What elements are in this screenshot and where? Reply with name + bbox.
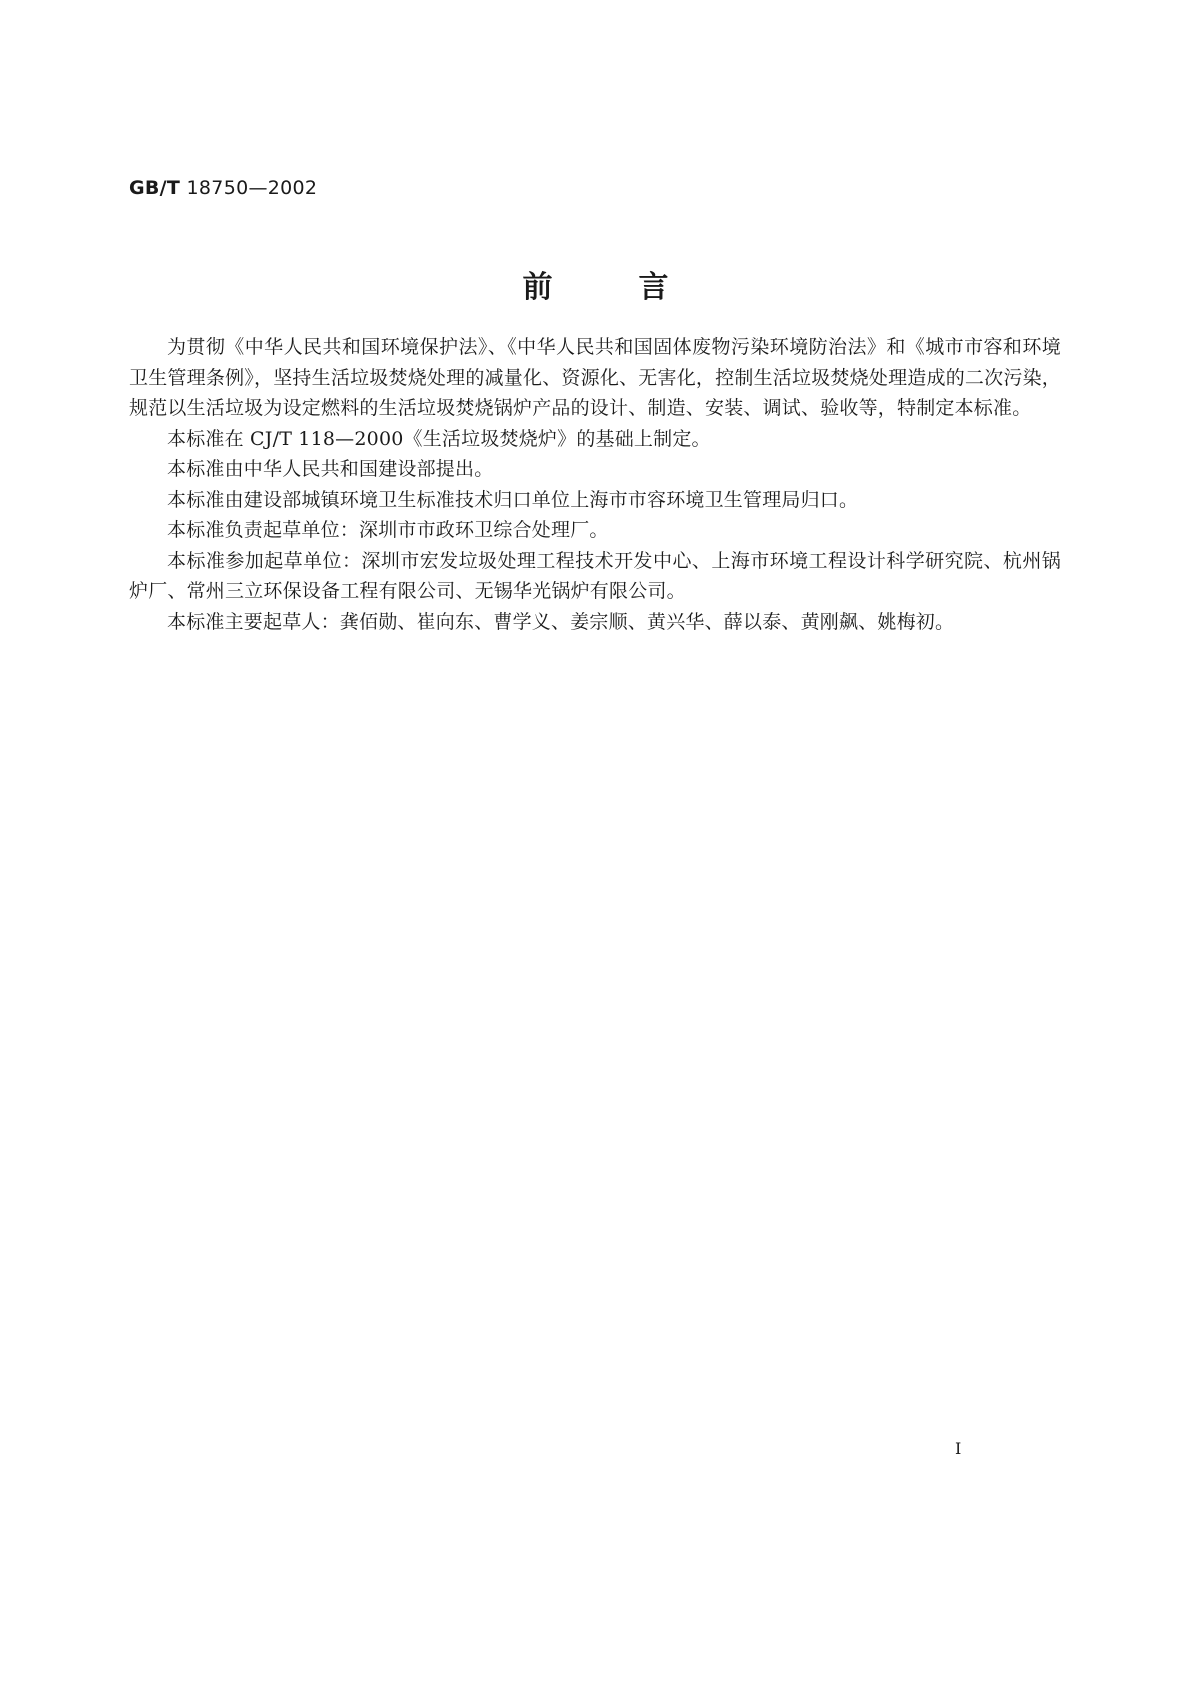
paragraph-participating-drafters: 本标准参加起草单位：深圳市宏发垃圾处理工程技术开发中心、上海市环境工程设计科学研究院、杭州锅炉厂、常州三立环保设备工程有限公司、无锡华光锅炉有限公司。 [129, 549, 1061, 602]
paragraph-basis: 本标准在 CJ/T 118—2000《生活垃圾焚烧炉》的基础上制定。 [167, 427, 711, 450]
page-number: I [955, 1439, 962, 1458]
page-title [0, 262, 1191, 306]
paragraph-lead-drafter: 本标准负责起草单位：深圳市市政环卫综合处理厂。 [167, 519, 609, 541]
paragraph-proposer: 本标准由中华人民共和国建设部提出。 [167, 458, 494, 480]
paragraph-main-drafters: 本标准主要起草人：龚佰勋、崔向东、曹学义、姜宗顺、黄兴华、薛以泰、黄刚飙、姚梅初。 [167, 610, 955, 633]
paragraph-purpose: 为贯彻《中华人民共和国环境保护法》、《中华人民共和国固体废物污染环境防治法》和《城市市容和环境卫生管理条例》，坚持生活垃圾焚烧处理的减量化、资源化、无害化，控制生活垃圾焚烧处理造成的二次污染，规范以生活垃圾为设定燃料的生活垃圾焚烧锅炉产品的设计、制造、安装、调试、验收等，特制定本标准。 [129, 336, 1061, 419]
standard-code-number: 18750—2002 [180, 177, 318, 199]
standard-code-prefix: GB/T [129, 177, 181, 199]
page-title-char-1: 前 [522, 270, 553, 305]
foreword-body [129, 332, 1061, 637]
paragraph-administrator: 本标准由建设部城镇环境卫生标准技术归口单位上海市市容环境卫生管理局归口。 [167, 488, 859, 511]
page-title-char-2: 言 [638, 270, 669, 305]
standard-code [129, 177, 317, 199]
